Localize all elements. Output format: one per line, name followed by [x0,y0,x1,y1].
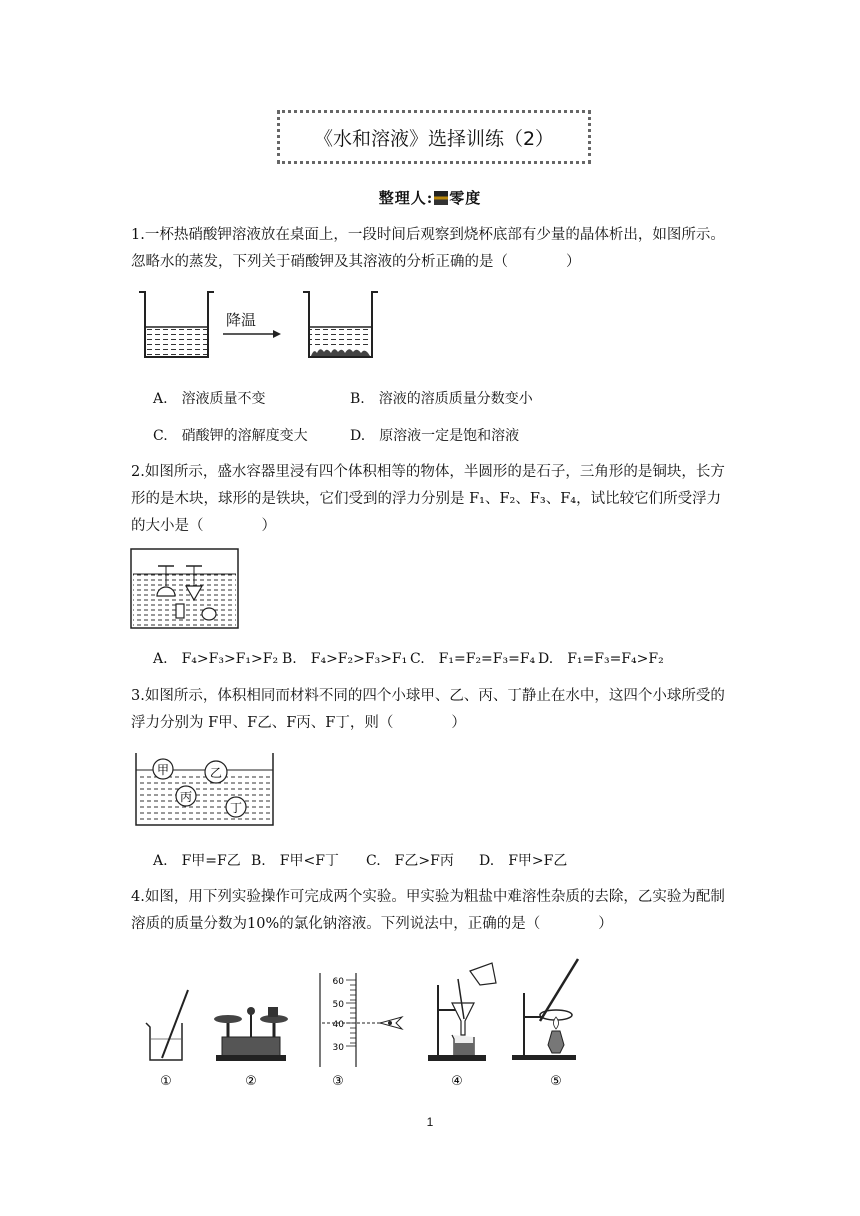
q2-figure [130,548,240,630]
q1-option-b[interactable] [350,389,533,409]
option-letter: B. [282,651,297,667]
q1-option-a[interactable] [153,389,266,409]
page-title [277,110,591,164]
option-letter: A. [153,853,168,869]
q4-figure [140,955,600,1095]
option-text: F甲=F乙 [181,853,241,869]
q3-figure [133,750,278,828]
ball-ding-label: 丁 [229,801,243,815]
ball-jia [153,759,173,779]
option-letter: A. [153,391,168,407]
question-1-stem: 1.一杯热硝酸钾溶液放在桌面上，一段时间后观察到烧杯底部有少量的晶体析出，如图所示。忽略水的蒸发，下列关于硝酸钾及其溶液的分析正确的是（ ） [131,227,725,270]
option-letter: D. [538,651,554,667]
question-4-stem: 4.如图，用下列实验操作可完成两个实验。甲实验为粗盐中难溶性杂质的去除，乙实验为配制溶质的质量分数为10%的氯化钠溶液。下列说法中，正确的是（ ） [131,889,725,932]
option-letter: D. [350,428,366,444]
option-letter: C. [366,853,381,869]
q2-option-b[interactable] [282,649,407,669]
ball-bing-label: 丙 [179,790,193,804]
q3-option-b[interactable] [251,851,339,871]
figure-label-3: ③ [332,1074,344,1089]
q2-option-c[interactable] [410,649,535,669]
q1-option-d[interactable] [350,426,519,446]
figure-label-2: ② [245,1074,257,1089]
question-2-stem: 2.如图所示，盛水容器里浸有四个体积相等的物体，半圆形的是石子，三角形的是铜块，长方形的是木块，球形的是铁块，它们受到的浮力分别是 F₁、F₂、F₃、F₄，试比较它们所受浮力的大小是（ ） [131,464,725,534]
figure-label-1: ① [160,1074,172,1089]
option-text: 溶液的溶质质量分数变小 [378,391,533,407]
figure-5-evaporation [512,959,578,1089]
question-3-stem: 3.如图所示，体积相同而材料不同的四个小球甲、乙、丙、丁静止在水中，这四个小球所受的浮力分别为 F甲、F乙、F丙、F丁，则（ ） [131,688,725,731]
option-text: F₄>F₃>F₁>F₂ [181,651,279,667]
figure-label-4: ④ [451,1074,463,1089]
option-letter: B. [350,391,365,407]
beaker-hot [139,292,214,357]
ball-bing [176,786,196,806]
tick-30: 30 [332,1043,344,1053]
option-letter: B. [251,853,266,869]
option-text: F₁=F₃=F₄>F₂ [567,651,664,667]
q2-option-d[interactable] [538,649,664,669]
option-text: F甲<F丁 [279,853,339,869]
ball-yi-label: 乙 [209,766,223,780]
q3-option-d[interactable] [479,851,567,871]
editor-name: 零度 [449,189,482,207]
figure-1-dissolving [146,990,188,1089]
q1-option-c[interactable] [153,426,308,446]
ball-ding [226,797,246,817]
figure-label-5: ⑤ [550,1074,562,1089]
avatar-icon [434,191,448,205]
editor-line [0,187,860,208]
ball-yi [205,761,227,783]
arrow-cooling [223,330,281,338]
beaker-crystals [303,292,378,357]
figure-2-balance [214,1007,288,1089]
tick-60: 60 [332,977,344,987]
option-text: F甲>F乙 [508,853,568,869]
option-text: 硝酸钾的溶解度变大 [181,428,308,444]
option-text: 溶液质量不变 [181,391,266,407]
page-number: 1 [426,1115,434,1129]
tick-40: 40 [332,1020,344,1030]
figure-3-cylinder [320,973,402,1089]
page-title-text: 《水和溶液》选择训练（2） [313,127,555,150]
option-letter: A. [153,651,168,667]
option-text: 原溶液一定是饱和溶液 [379,428,520,444]
q3-option-c[interactable] [366,851,454,871]
q2-option-a[interactable] [153,649,278,669]
editor-label: 整理人: [378,189,434,207]
iron-ball [202,608,216,620]
q3-option-a[interactable] [153,851,241,871]
option-letter: D. [479,853,495,869]
option-letter: C. [410,651,425,667]
option-letter: C. [153,428,168,444]
figure-4-filtration [428,963,496,1089]
option-text: F乙>F丙 [394,853,454,869]
option-text: F₁=F₂=F₃=F₄ [438,651,536,667]
ball-jia-label: 甲 [156,763,170,777]
arrow-label: 降温 [226,311,257,329]
tick-50: 50 [332,1000,344,1010]
wood-block [176,604,184,618]
option-text: F₄>F₂>F₃>F₁ [310,651,408,667]
